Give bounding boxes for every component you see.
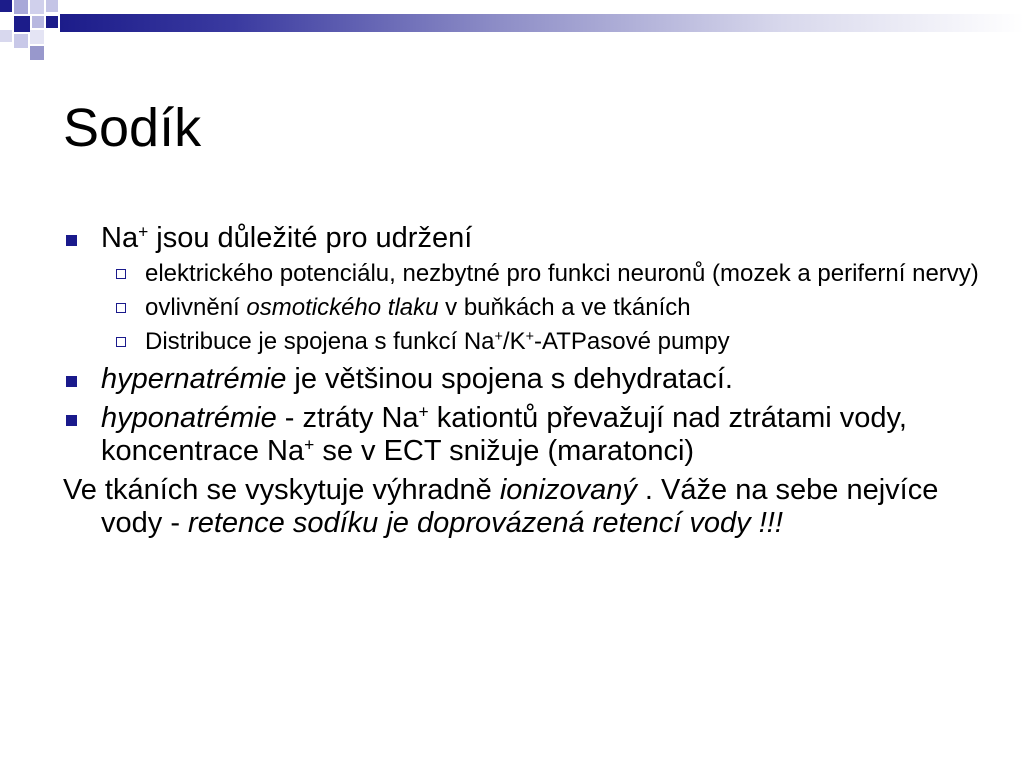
- sub-bullet-text: v buňkách a ve tkáních: [438, 294, 691, 321]
- sub-bullet-osmotic-pressure: [63, 295, 983, 321]
- square-bullet-icon: [66, 376, 77, 387]
- slide-content: [63, 222, 983, 540]
- plus-superscript: +: [494, 329, 503, 346]
- header-square: [0, 30, 12, 42]
- bullet-sodium-importance: [63, 222, 983, 255]
- bullet-text: jsou důležité pro udržení: [148, 222, 473, 254]
- sub-bullet-text: elektrického potenciálu, nezbytné pro funkci neuronů (mozek a periferní nervy): [145, 260, 979, 287]
- header-square: [30, 0, 44, 14]
- paragraph-ionized-sodium: [63, 474, 983, 540]
- emphasis-ionized: ionizovaný: [499, 474, 637, 506]
- sub-bullet-text: -ATPasové pumpy: [534, 328, 730, 355]
- sub-bullet-text: ovlivnění: [145, 294, 247, 321]
- sub-bullet-distribution: [63, 329, 983, 355]
- emphasis-hyponatremia: hyponatrémie: [101, 402, 277, 434]
- header-square: [0, 0, 12, 12]
- header-square: [46, 16, 58, 28]
- header-square: [30, 30, 44, 44]
- hollow-square-bullet-icon: [116, 337, 126, 347]
- square-bullet-icon: [66, 415, 77, 426]
- plus-superscript: +: [418, 401, 429, 422]
- plus-superscript: +: [138, 221, 149, 242]
- header-square: [30, 46, 44, 60]
- slide-title: Sodík: [63, 98, 202, 158]
- header-gradient-bar: [60, 14, 1024, 32]
- sub-bullet-text: Distribuce je spojena s funkcí Na: [145, 328, 495, 355]
- bullet-text: kationtů převažují nad ztrátami vody, koncentrace Na: [101, 402, 907, 467]
- hollow-square-bullet-icon: [116, 269, 126, 279]
- paragraph-text: Ve tkáních se vyskytuje výhradně: [63, 474, 500, 506]
- header-square: [46, 0, 58, 12]
- header-square: [14, 16, 30, 32]
- header-square: [14, 0, 28, 14]
- emphasis-hypernatremia: hypernatrémie: [101, 363, 287, 395]
- bullet-text: se v ECT snižuje (maratonci): [314, 435, 695, 467]
- bullet-text: je většinou spojena s dehydratací.: [286, 363, 733, 395]
- paragraph-text: . Váže na sebe nejvíce vody -: [101, 474, 939, 539]
- plus-superscript: +: [525, 329, 534, 346]
- plus-superscript: +: [304, 434, 315, 455]
- hollow-square-bullet-icon: [116, 303, 126, 313]
- header-square: [32, 16, 44, 28]
- sub-bullet-electric-potential: [63, 261, 983, 287]
- bullet-hypernatremia: [63, 363, 983, 396]
- na-symbol: Na: [101, 222, 139, 254]
- square-bullet-icon: [66, 235, 77, 246]
- bullet-hyponatremia: [63, 402, 983, 468]
- sub-bullet-text: /K: [502, 328, 526, 355]
- header-decoration: [0, 0, 1024, 64]
- emphasis-osmotic-pressure: osmotického tlaku: [246, 294, 439, 321]
- emphasis-sodium-retention: retence sodíku je doprovázená retencí vody !!!: [188, 507, 783, 539]
- bullet-text: - ztráty Na: [276, 402, 419, 434]
- header-square: [14, 34, 28, 48]
